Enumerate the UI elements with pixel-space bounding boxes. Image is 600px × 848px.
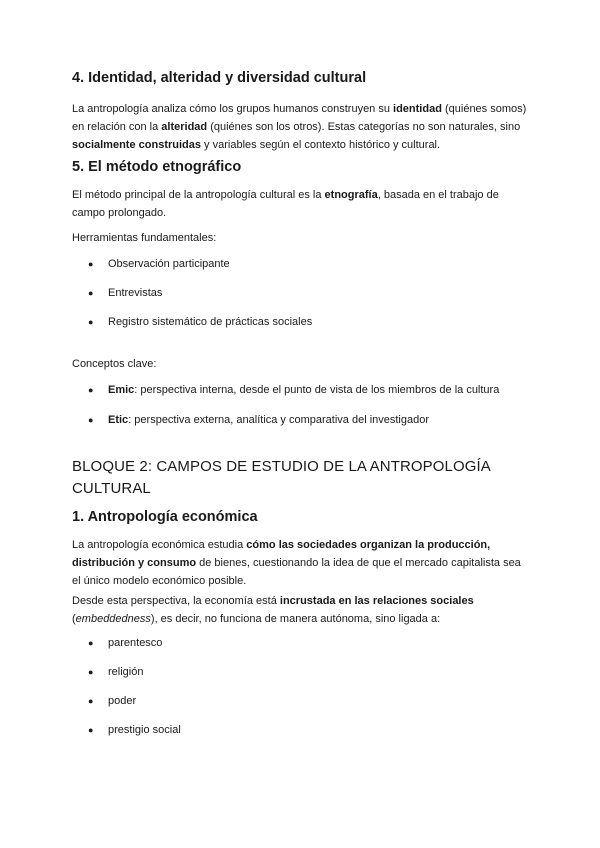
section-1-heading: 1. Antropología económica bbox=[72, 509, 258, 525]
concept-description: : perspectiva interna, desde el punto de vista de los miembros de la cultura bbox=[134, 384, 500, 396]
section-1-paragraph-2 bbox=[72, 592, 532, 628]
list-item bbox=[88, 635, 162, 651]
list-item bbox=[88, 664, 143, 680]
bullet-icon: ● bbox=[88, 288, 94, 298]
tools-label: Herramientas fundamentales: bbox=[72, 232, 217, 244]
text-span: y variables según el contexto histórico y cultural. bbox=[201, 139, 441, 151]
bold-term: identidad bbox=[393, 103, 442, 115]
list-item bbox=[88, 314, 312, 330]
list-item-text: religión bbox=[108, 666, 144, 678]
list-item bbox=[88, 693, 136, 709]
list-item bbox=[88, 382, 499, 398]
text-span: ), es decir, no funciona de manera autónoma, sino ligada a: bbox=[150, 613, 441, 625]
bullet-icon: ● bbox=[88, 696, 94, 706]
section-1-paragraph-1 bbox=[72, 536, 532, 590]
list-item-text: Entrevistas bbox=[108, 287, 163, 299]
section-5-paragraph bbox=[72, 186, 532, 222]
concept-description: : perspectiva externa, analítica y comparativa del investigador bbox=[128, 414, 430, 426]
text-span: (quiénes somos) en relación con la bbox=[72, 103, 527, 133]
text-span: de bienes, cuestionando la idea de que el mercado capitalista sea el único modelo económico posible. bbox=[72, 557, 521, 587]
list-item bbox=[88, 412, 429, 428]
bullet-icon: ● bbox=[88, 725, 94, 735]
list-item-text: poder bbox=[108, 695, 137, 707]
section-5-heading: 5. El método etnográfico bbox=[72, 159, 242, 175]
list-item-text: prestigio social bbox=[108, 724, 181, 736]
bullet-icon: ● bbox=[88, 385, 94, 395]
text-span: ( bbox=[72, 613, 76, 625]
bloque-2-heading: BLOQUE 2: CAMPOS DE ESTUDIO DE LA ANTROPOLOGÍA CULTURAL bbox=[72, 458, 491, 497]
text-span: La antropología analiza cómo los grupos humanos construyen su bbox=[72, 103, 394, 115]
list-item bbox=[88, 256, 230, 272]
text-span: (quiénes son los otros). Estas categorías no son naturales, sino bbox=[207, 121, 521, 133]
list-item-text: Observación participante bbox=[108, 258, 230, 270]
bullet-icon: ● bbox=[88, 667, 94, 677]
bold-term: incrustada en las relaciones sociales bbox=[279, 595, 474, 607]
bold-term: cómo las sociedades organizan la producción, distribución y consumo bbox=[72, 539, 491, 569]
bullet-icon: ● bbox=[88, 259, 94, 269]
list-item-text: parentesco bbox=[108, 637, 163, 649]
concept-term: Emic bbox=[108, 384, 135, 396]
bullet-icon: ● bbox=[88, 317, 94, 327]
concepts-label: Conceptos clave: bbox=[72, 358, 157, 370]
bold-term: socialmente construidas bbox=[72, 139, 201, 151]
italic-term: embeddedness bbox=[75, 613, 151, 625]
bold-term: etnografía bbox=[324, 189, 378, 201]
section-4-heading: 4. Identidad, alteridad y diversidad cultural bbox=[72, 70, 367, 86]
list-item bbox=[88, 285, 162, 301]
list-item bbox=[88, 722, 181, 738]
bullet-icon: ● bbox=[88, 638, 94, 648]
section-4-paragraph bbox=[72, 100, 532, 154]
bullet-icon: ● bbox=[88, 415, 94, 425]
bold-term: alteridad bbox=[161, 121, 208, 133]
list-item-text: Registro sistemático de prácticas sociales bbox=[108, 316, 313, 328]
text-span: El método principal de la antropología cultural es la bbox=[72, 189, 325, 201]
text-span: Desde esta perspectiva, la economía está bbox=[72, 595, 280, 607]
concept-term: Etic bbox=[108, 414, 129, 426]
text-span: La antropología económica estudia bbox=[72, 539, 247, 551]
text-span: , basada en el trabajo de campo prolongado. bbox=[72, 189, 499, 219]
